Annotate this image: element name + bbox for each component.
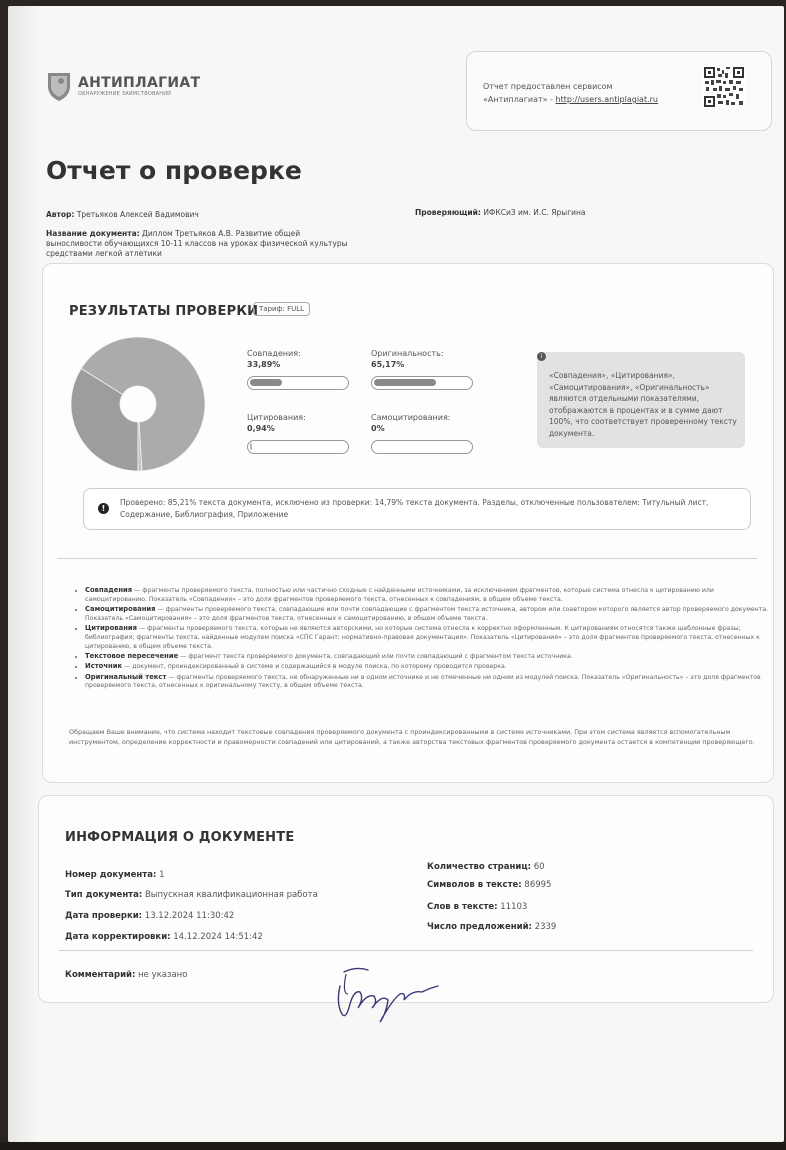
author-row (46, 210, 199, 220)
originality-progress-bar (371, 376, 473, 390)
matches-progress-bar (247, 376, 349, 390)
info-pages (427, 862, 545, 872)
reviewer-row (415, 208, 586, 218)
checked-summary-text: Проверено: 85,21% текста документа, исключено из проверки: 14,79% текста документа. Разделы, отключенные пользователем: Титульный лист, Содержание, Библиография, Приложение (120, 498, 709, 519)
info-chars (427, 880, 551, 890)
info-value: 13.12.2024 11:30:42 (144, 911, 235, 921)
metrics-note (537, 352, 745, 448)
doc-name-value: Диплом Третьяков А.В. Развитие общей выносливости обучающихся 10-11 классов на уроках физической культуры средствами легкой атлетики (46, 229, 348, 258)
divider (57, 558, 757, 559)
info-value: Выпускная квалификационная работа (144, 890, 318, 900)
author-label: Автор: (46, 210, 75, 219)
info-value: 86995 (524, 880, 552, 890)
document-info-title: ИНФОРМАЦИЯ О ДОКУМЕНТЕ (65, 830, 295, 845)
photo-background-edge (0, 1142, 786, 1150)
definition-item (85, 662, 775, 672)
info-value: 14.12.2024 14:51:42 (173, 932, 263, 942)
metric-citations-label: Цитирования: (247, 413, 306, 422)
definition-item (85, 586, 775, 605)
definition-item (85, 605, 775, 624)
info-value: 1 (159, 870, 165, 880)
metric-self-citations-value: 0% (371, 424, 385, 433)
info-sentences (427, 922, 556, 932)
info-doc-type (65, 890, 318, 900)
info-label: Комментарий: (65, 970, 136, 980)
metric-citations (247, 412, 306, 434)
metric-self-citations-label: Самоцитирования: (371, 413, 451, 422)
definition-term: Самоцитирования (85, 605, 156, 614)
definition-term: Цитирования (85, 624, 138, 633)
divider (59, 950, 753, 951)
info-comment (65, 970, 187, 980)
info-label: Слов в тексте: (427, 902, 498, 912)
info-icon: i (537, 352, 546, 361)
shield-logo-icon (46, 70, 72, 102)
service-text (483, 80, 658, 106)
info-value: 11103 (500, 902, 528, 912)
attention-note: Обращаем Ваше внимание, что система находит текстовые совпадения проверяемого документа с проиндексированными в системе источниками. При этом система является вспомогательным инструментом, определение корректности и правомерности совпадений или цитирований, а также авторства текстовых фрагментов проверяемого документа остается в компетенции проверяющего. (69, 728, 755, 746)
citations-progress-fill (250, 443, 252, 450)
info-label: Дата корректировки: (65, 932, 171, 942)
definition-text: — фрагменты проверяемого текста, совпадающие или почти совпадающие с фрагментом текста источника, автором или соавтором которого является автор проверяемого документа. Показатель «Самоцитирования» – это доля фрагментов текста, отнесенных к самоцитированию, в общем объеме текста. (85, 606, 769, 622)
definition-item (85, 624, 775, 651)
metric-originality-value: 65,17% (371, 360, 405, 369)
definition-text: — документ, проиндексированный в системе и содержащийся в модуле поиска, по которому проводится проверка. (122, 663, 507, 671)
definition-term: Совпадения (85, 586, 133, 594)
report-title: Отчет о проверке (46, 156, 302, 185)
reviewer-value: ИФКСиЗ им. И.С. Ярыгина (483, 208, 586, 217)
definition-text: — фрагменты проверяемого текста, не обнаруженные ни в одном источнике и не отмеченные ни одним из модулей поиска. Показатель «Оригинальность» – это доля фрагментов проверяемого текста, отнесенных к оригинальному тексту, в общем объеме текста. (85, 673, 761, 690)
doc-name-row (46, 229, 356, 259)
originality-progress-fill (374, 379, 436, 386)
info-icon: ! (98, 503, 109, 514)
info-value: 60 (533, 862, 545, 872)
info-label: Число предложений: (427, 922, 532, 932)
metric-matches-label: Совпадения: (247, 349, 301, 358)
citations-progress-bar (247, 440, 349, 454)
metric-citations-value: 0,94% (247, 424, 275, 433)
antiplagiat-logo (46, 70, 200, 102)
self-citations-progress-bar (371, 440, 473, 454)
metric-originality (371, 348, 444, 370)
matches-progress-fill (250, 379, 282, 386)
info-label: Символов в тексте: (427, 880, 522, 890)
checked-summary (83, 488, 751, 530)
metric-matches (247, 348, 301, 370)
reviewer-label: Проверяющий: (415, 208, 481, 217)
definition-text: — фрагменты проверяемого текста, полностью или частично сходные с найденными источниками, за исключением фрагментов, которые система отнесла к цитированию или самоцитированию. Показатель «Совпадения» – это доля фрагментов проверяемого текста, отнесенных к совпадениям, в общем объеме текста. (85, 587, 714, 603)
definition-text: — фрагмент текста проверяемого документа, совпадающий или почти совпадающий с фрагментом текста источника. (178, 653, 573, 661)
info-value: 2339 (534, 922, 557, 932)
metric-self-citations (371, 412, 450, 434)
logo-subtitle: ОБНАРУЖЕНИЕ ЗАИМСТВОВАНИЙ (78, 91, 172, 97)
service-line-2: «Антиплагиат» - (483, 95, 556, 104)
metric-matches-value: 33,89% (247, 360, 281, 369)
definitions-list (69, 586, 775, 692)
info-label: Количество страниц: (427, 862, 532, 872)
info-doc-number (65, 870, 165, 880)
doc-name-label: Название документа: (46, 229, 140, 238)
info-words (427, 902, 527, 912)
definition-item (85, 673, 775, 692)
report-page (8, 6, 784, 1142)
info-label: Тип документа: (65, 890, 143, 900)
results-title: РЕЗУЛЬТАТЫ ПРОВЕРКИ (69, 304, 259, 319)
info-check-date (65, 911, 234, 921)
metrics-note-text: «Совпадения», «Цитирования», «Самоцитирования», «Оригинальность» являются отдельными показателями, отображаются в процентах и в сумме дают 100%, что соответствует проверенному тексту документа. (549, 371, 737, 438)
results-card (42, 263, 774, 783)
metric-originality-label: Оригинальность: (371, 349, 444, 358)
results-donut-chart (69, 336, 207, 472)
definition-term: Оригинальный текст (85, 672, 167, 681)
definition-item (85, 652, 775, 662)
definition-term: Текстовое пересечение (85, 652, 179, 661)
info-label: Номер документа: (65, 870, 157, 880)
author-value: Третьяков Алексей Вадимович (76, 210, 199, 219)
service-link[interactable]: http://users.antiplagiat.ru (555, 95, 658, 104)
logo-title: АНТИПЛАГИАТ (78, 75, 201, 91)
info-label: Дата проверки: (65, 911, 143, 921)
handwritten-signature (326, 964, 446, 1026)
definition-term: Источник (85, 662, 123, 671)
definition-text: — фрагменты проверяемого текста, которые не являются авторскими, но которые система отнесла к корректно оформленным. К цитированиям относятся также шаблонные фразы; библиография; фрагменты текста, найденные модулем поиска «СПС Гарант: нормативно-правовая документация». Показатель «Цитирования» – это доля фрагментов проверяемого текста, отнесенных к цитированию, в общем объеме текста. (85, 625, 760, 650)
service-line-1: Отчет предоставлен сервисом (483, 82, 613, 91)
info-correction-date (65, 932, 263, 942)
info-value: не указано (138, 970, 188, 980)
service-info-box (466, 51, 772, 131)
qr-code-icon (703, 66, 745, 108)
tariff-badge: Тариф: FULL (253, 302, 310, 316)
